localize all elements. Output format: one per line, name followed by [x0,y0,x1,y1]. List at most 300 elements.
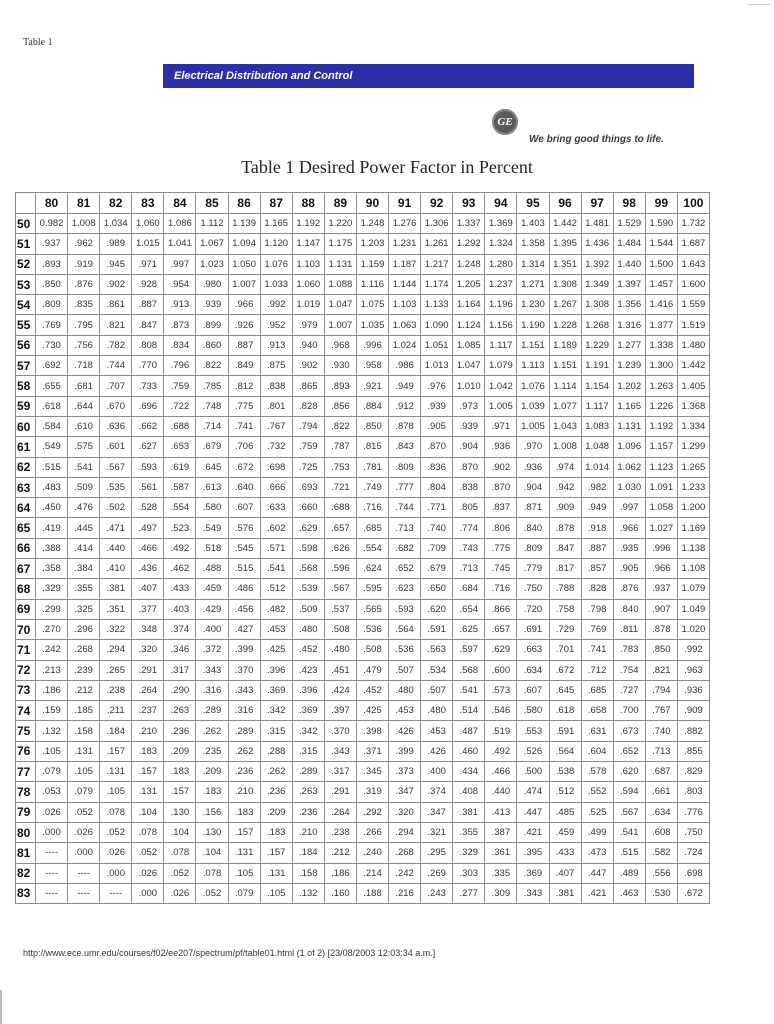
table-cell: .158 [292,863,324,883]
table-cell: .347 [421,802,453,822]
table-cell: 1.015 [132,234,164,254]
table-cell: .263 [292,782,324,802]
table-cell: 1.116 [356,274,388,294]
table-cell: .685 [581,680,613,700]
table-cell: .384 [68,559,100,579]
column-header: 87 [260,193,292,214]
table-cell: .236 [228,762,260,782]
table-cell: .744 [389,498,421,518]
table-cell: .650 [421,579,453,599]
table-cell: 1.405 [677,376,709,396]
table-cell: 1.239 [613,356,645,376]
table-cell: .288 [260,741,292,761]
table-cell: .775 [228,396,260,416]
table-cell: .913 [260,335,292,355]
table-cell: .661 [645,782,677,802]
table-cell: ---- [36,863,68,883]
table-cell: .322 [100,619,132,639]
table-cell: .078 [132,822,164,842]
table-cell: .463 [613,883,645,903]
table-cell: .601 [100,437,132,457]
table-cell: .598 [292,538,324,558]
table-cell: .713 [645,741,677,761]
table-cell: .716 [485,579,517,599]
table-cell: .875 [260,356,292,376]
table-cell: .381 [100,579,132,599]
table-cell: 1.076 [517,376,549,396]
table-cell: .315 [260,721,292,741]
table-cell: .593 [132,457,164,477]
table-cell: .980 [196,274,228,294]
table-cell: 1.079 [677,579,709,599]
table-cell: .626 [324,538,356,558]
table-cell: .782 [100,335,132,355]
table-cell: .329 [453,843,485,863]
table-cell: .434 [453,762,485,782]
table-cell: .902 [292,356,324,376]
table-cell: .618 [36,396,68,416]
table-cell: 1.442 [677,356,709,376]
table-cell: .625 [453,619,485,639]
table-cell: .809 [517,538,549,558]
table-cell: .408 [453,782,485,802]
row-label: 52 [16,254,36,274]
table-cell: .369 [260,680,292,700]
table-cell: 1.108 [677,559,709,579]
table-cell: .381 [453,802,485,822]
table-cell: .262 [196,721,228,741]
table-cell: .631 [581,721,613,741]
table-cell: .654 [453,599,485,619]
table-cell: .453 [421,721,453,741]
row-label: 62 [16,457,36,477]
table-cell: .604 [581,741,613,761]
table-cell: .973 [453,396,485,416]
table-cell: 1.067 [196,234,228,254]
table-cell: 1.268 [581,315,613,335]
table-cell: .602 [260,518,292,538]
row-label: 69 [16,599,36,619]
table-cell: 1.480 [677,335,709,355]
table-row [16,619,710,639]
table-cell: .971 [485,416,517,436]
table-cell: .982 [581,477,613,497]
table-cell: .452 [292,640,324,660]
table-cell: .655 [36,376,68,396]
table-cell: .183 [132,741,164,761]
table-cell: 1.165 [260,214,292,234]
table-cell: .796 [164,356,196,376]
table-cell: .549 [36,437,68,457]
table-cell: .767 [260,416,292,436]
table-cell: 1.308 [581,295,613,315]
table-cell: .843 [389,437,421,457]
table-cell: .884 [356,396,388,416]
table-cell: 1.091 [645,477,677,497]
table-cell: 1.147 [292,234,324,254]
table-cell: .679 [421,559,453,579]
table-cell: 1.248 [356,214,388,234]
table-cell: .939 [421,396,453,416]
table-cell: .733 [132,376,164,396]
table-cell: .808 [132,335,164,355]
table-cell: .370 [228,660,260,680]
table-cell: 1.203 [356,234,388,254]
row-label: 76 [16,741,36,761]
table-cell: 1.123 [645,457,677,477]
table-cell: 1.062 [613,457,645,477]
table-cell: .000 [68,843,100,863]
table-cell: .492 [164,538,196,558]
table-cell: .620 [421,599,453,619]
table-row [16,477,710,497]
table-cell: .546 [485,701,517,721]
table-cell: 1.027 [645,518,677,538]
table-cell: .634 [517,660,549,680]
table-cell: .804 [421,477,453,497]
table-cell: .966 [613,518,645,538]
row-label: 55 [16,315,36,335]
table-cell: .488 [196,559,228,579]
table-cell: .887 [581,538,613,558]
table-cell: .320 [389,802,421,822]
table-cell: ---- [68,863,100,883]
table-cell: .264 [324,802,356,822]
table-cell: .653 [164,437,196,457]
table-cell: 1.590 [645,214,677,234]
table-cell: 1.334 [677,416,709,436]
table-cell: .396 [292,680,324,700]
table-cell: .610 [68,416,100,436]
table-cell: .210 [228,782,260,802]
table-cell: .989 [100,234,132,254]
table-cell: .414 [68,538,100,558]
table-cell: .211 [100,701,132,721]
table-cell: 1.094 [228,234,260,254]
table-cell: .132 [36,721,68,741]
table-cell: .268 [68,640,100,660]
table-cell: 1.687 [677,234,709,254]
header-corner [16,193,36,214]
table-cell: .509 [68,477,100,497]
table-cell: 1.048 [581,437,613,457]
table-cell: .876 [68,274,100,294]
table-cell: 1.529 [613,214,645,234]
ge-logo-icon: GE [492,109,518,135]
table-cell: 1.157 [645,437,677,457]
table-cell: .433 [549,843,581,863]
table-cell: .741 [581,640,613,660]
table-cell: 1.047 [453,356,485,376]
table-cell: .754 [613,660,645,680]
table-row [16,274,710,294]
column-header: 90 [356,193,388,214]
table-row [16,295,710,315]
table-cell: .575 [68,437,100,457]
table-cell: .407 [549,863,581,883]
table-cell: 1.076 [260,254,292,274]
table-cell: 1.226 [645,396,677,416]
table-cell: 1.131 [324,254,356,274]
table-cell: .236 [260,782,292,802]
table-cell: 1.403 [517,214,549,234]
row-label: 78 [16,782,36,802]
table-cell: 0.982 [36,214,68,234]
table-cell: .817 [549,559,581,579]
row-label: 70 [16,619,36,639]
row-label: 54 [16,295,36,315]
table-cell: .584 [36,416,68,436]
table-cell: .962 [68,234,100,254]
table-cell: 1.559 [677,295,709,315]
row-label: 83 [16,883,36,903]
table-cell: .184 [292,843,324,863]
table-cell: .325 [68,599,100,619]
table-row [16,640,710,660]
table-cell: 1.217 [421,254,453,274]
table-row [16,782,710,802]
table-cell: .131 [100,762,132,782]
brand-tagline: We bring good things to life. [529,134,664,145]
table-cell: .564 [549,741,581,761]
table-cell: .473 [581,843,613,863]
table-cell: .692 [36,356,68,376]
table-cell: 1.103 [292,254,324,274]
table-cell: .265 [100,660,132,680]
table-cell: .578 [581,762,613,782]
row-label: 73 [16,680,36,700]
table-cell: .905 [421,416,453,436]
table-cell: .440 [485,782,517,802]
table-cell: 1.369 [485,214,517,234]
table-cell: .958 [356,356,388,376]
table-cell: .523 [164,518,196,538]
table-cell: 1.112 [196,214,228,234]
table-cell: .887 [132,295,164,315]
table-cell: .645 [196,457,228,477]
table-cell: .725 [292,457,324,477]
table-cell: .913 [164,295,196,315]
table-cell: .515 [36,457,68,477]
table-cell: .462 [164,559,196,579]
table-cell: .535 [100,477,132,497]
table-cell: .184 [100,721,132,741]
table-cell: .395 [517,843,549,863]
table-cell: .748 [196,396,228,416]
table-cell: .242 [389,863,421,883]
table-cell: .658 [581,701,613,721]
table-cell: .530 [645,883,677,903]
table-cell: .681 [68,376,100,396]
table-cell: .373 [389,762,421,782]
table-cell: .966 [645,559,677,579]
table-cell: 1.120 [260,234,292,254]
table-cell: .937 [36,234,68,254]
table-cell: .269 [421,863,453,883]
table-cell: 1.228 [549,315,581,335]
table-cell: 1.280 [485,254,517,274]
table-cell: .159 [36,701,68,721]
table-cell: 1.600 [677,274,709,294]
table-cell: .758 [549,599,581,619]
table-cell: 1.165 [613,396,645,416]
table-cell: .949 [581,498,613,518]
table-cell: .450 [36,498,68,518]
table-cell: .425 [260,640,292,660]
table-cell: .052 [100,822,132,842]
table-cell: .861 [100,295,132,315]
table-cell: .078 [196,863,228,883]
table-cell: .459 [549,822,581,842]
table-cell: .597 [453,640,485,660]
table-cell: .870 [453,457,485,477]
table-cell: .078 [100,802,132,822]
table-cell: .079 [228,883,260,903]
table-cell: .777 [389,477,421,497]
table-cell: .188 [356,883,388,903]
table-cell: .744 [100,356,132,376]
table-cell: 1.519 [677,315,709,335]
table-row [16,863,710,883]
table-cell: .397 [324,701,356,721]
table-cell: .587 [164,477,196,497]
table-cell: .847 [132,315,164,335]
column-header: 100 [677,193,709,214]
table-cell: .541 [260,559,292,579]
table-cell: .186 [324,863,356,883]
table-cell: .398 [356,721,388,741]
power-factor-table [15,192,710,904]
table-cell: 1.117 [485,335,517,355]
table-cell: .321 [421,822,453,842]
table-cell: .909 [549,498,581,518]
table-cell: 1.023 [196,254,228,274]
table-cell: .419 [36,518,68,538]
table-cell: .608 [645,822,677,842]
table-row [16,376,710,396]
table-cell: .856 [324,396,356,416]
table-cell: .936 [517,457,549,477]
table-cell: .652 [613,741,645,761]
table-cell: .436 [132,559,164,579]
table-cell: .798 [581,599,613,619]
table-cell: 1.035 [356,315,388,335]
table-cell: .157 [260,843,292,863]
table-cell: 1.233 [677,477,709,497]
table-cell: .770 [132,356,164,376]
table-cell: .158 [68,721,100,741]
table-cell: .355 [68,579,100,599]
table-cell: .053 [36,782,68,802]
table-cell: 1.005 [517,416,549,436]
table-cell: .849 [228,356,260,376]
row-label: 65 [16,518,36,538]
table-cell: .426 [389,721,421,741]
table-cell: .795 [68,315,100,335]
table-cell: .554 [164,498,196,518]
table-cell: 1.019 [292,295,324,315]
table-cell: .769 [581,619,613,639]
table-cell: .740 [421,518,453,538]
table-row [16,315,710,335]
table-cell: .210 [292,822,324,842]
table-cell: .580 [196,498,228,518]
row-label: 58 [16,376,36,396]
table-cell: .289 [196,701,228,721]
table-cell: .343 [324,741,356,761]
table-cell: .682 [389,538,421,558]
table-cell: .104 [132,802,164,822]
table-cell: .157 [132,762,164,782]
table-cell: .756 [68,335,100,355]
table-cell: .571 [260,538,292,558]
table-cell: .623 [389,579,421,599]
table-cell: .774 [453,518,485,538]
table-cell: 1.356 [613,295,645,315]
table-row [16,802,710,822]
table-cell: .607 [517,680,549,700]
table-cell: .130 [196,822,228,842]
table-cell: 1.014 [581,457,613,477]
table-cell: .052 [164,863,196,883]
table-cell: .296 [68,619,100,639]
table-cell: 1.151 [517,335,549,355]
table-cell: .388 [36,538,68,558]
table-cell: .567 [613,802,645,822]
table-cell: .907 [645,599,677,619]
table-cell: .936 [677,680,709,700]
table-cell: .183 [228,802,260,822]
table-row [16,254,710,274]
table-cell: .399 [228,640,260,660]
table-cell: .876 [613,579,645,599]
table-cell: .000 [132,883,164,903]
table-row [16,701,710,721]
row-label: 51 [16,234,36,254]
table-cell: 1.007 [324,315,356,335]
table-cell: .410 [100,559,132,579]
table-cell: .131 [260,863,292,883]
table-cell: .183 [196,782,228,802]
table-cell: .216 [389,883,421,903]
table-cell: .930 [324,356,356,376]
table-cell: .289 [292,762,324,782]
table-row [16,518,710,538]
row-label: 80 [16,822,36,842]
table-cell: .787 [324,437,356,457]
table-cell: .850 [645,640,677,660]
table-cell: .822 [324,416,356,436]
table-cell: .684 [453,579,485,599]
table-cell: .026 [100,843,132,863]
table-cell: .801 [260,396,292,416]
table-cell: .507 [389,660,421,680]
table-cell: .209 [196,762,228,782]
table-row [16,762,710,782]
table-cell: .026 [68,822,100,842]
table-cell: .485 [549,802,581,822]
table-cell: 1.395 [549,234,581,254]
row-label: 50 [16,214,36,234]
table-cell: .698 [677,863,709,883]
table-cell: .600 [485,660,517,680]
table-cell: 1.192 [645,416,677,436]
table-cell: .370 [324,721,356,741]
table-cell: 1.103 [389,295,421,315]
table-cell: .693 [292,477,324,497]
table-cell: 1.008 [549,437,581,457]
table-cell: 1.306 [421,214,453,234]
